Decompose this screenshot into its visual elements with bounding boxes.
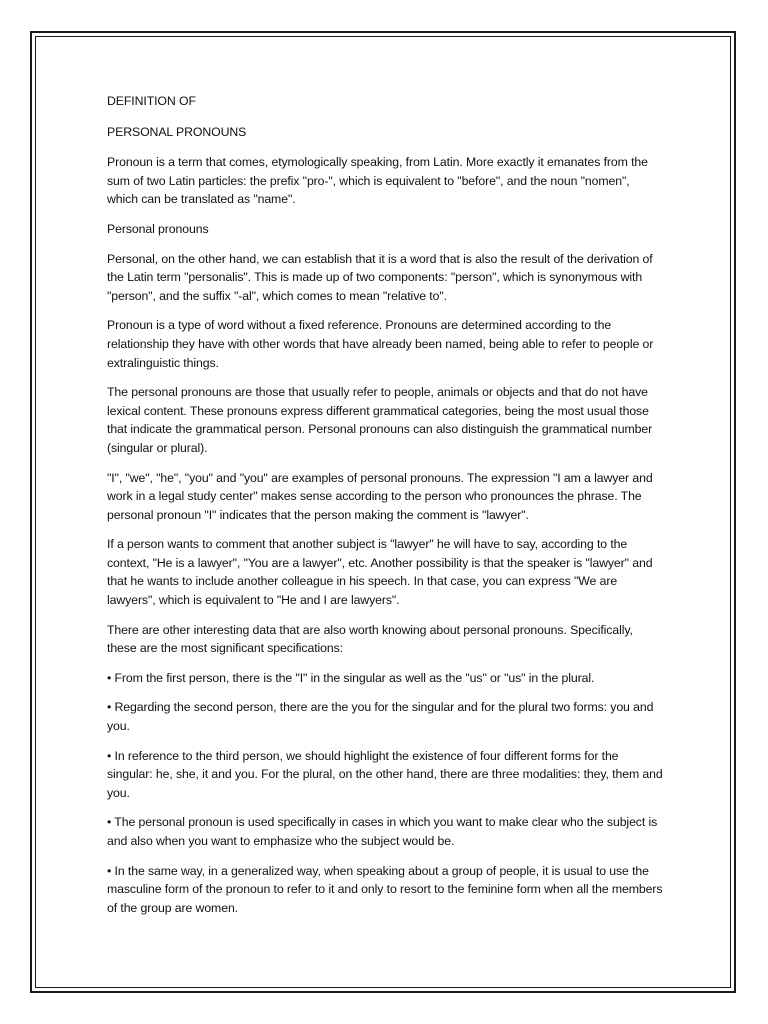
paragraph-fixed-reference: Pronoun is a type of word without a fixed reference. Pronouns are determined according to the relationship they have with other words that have already been named, being able to refer to people or extralinguistic things. <box>107 318 654 370</box>
bullet-generalized-group: • In the same way, in a generalized way, when speaking about a group of people, it is usual to use the masculine form of the pronoun to refer to it and only to resort to the feminine form when all the members of the group are women. <box>107 863 663 915</box>
bullet-third-person: • In reference to the third person, we should highlight the existence of four different forms for the singular: he, she, it and you. For the plural, on the other hand, there are three modalities: they, them and you. <box>107 748 663 800</box>
paragraph-etymology: Pronoun is a term that comes, etymologically speaking, from Latin. More exactly it emanates from the sum of two Latin particles: the prefix "pro-", which is equivalent to "before", and the noun "nomen", which can be translated as "name". <box>107 155 648 207</box>
bullet-first-person: • From the first person, there is the "I" in the singular as well as the "us" or "us" in the plural. <box>107 670 595 685</box>
paragraph-grammatical-categories: The personal pronouns are those that usually refer to people, animals or objects and that do not have lexical content. These pronouns express different grammatical categories, being the most usual those that indicate the grammatical person. Personal pronouns can also distinguish the grammatical number (singular or plural). <box>107 385 653 455</box>
paragraph-lawyer-context: If a person wants to comment that another subject is "lawyer" he will have to say, according to the context, "He is a lawyer", "You are a lawyer", etc. Another possibility is that the speaker is "lawyer" and that he wants to include another colleague in his speech. In that case, you can express "We are lawyers", which is equivalent to "He and I are lawyers". <box>107 537 653 608</box>
document-heading-definition: DEFINITION OF <box>107 94 196 108</box>
paragraph-specifications-intro: There are other interesting data that are also worth knowing about personal pronouns. Specifically, these are the most significant specifications: <box>107 622 633 656</box>
bullet-emphasis: • The personal pronoun is used specifically in cases in which you want to make clear who the subject is and also when you want to emphasize who the subject would be. <box>107 815 658 848</box>
subheading-personal-pronouns: Personal pronouns <box>107 221 209 236</box>
document-heading-personal-pronouns: PERSONAL PRONOUNS <box>107 124 247 139</box>
paragraph-personalis: Personal, on the other hand, we can establish that it is a word that is also the result of the derivation of the Latin term "personalis". This is made up of two components: "person", which is synonymous with "person", and the suffix "-al", which comes to mean "relative to". <box>107 251 653 303</box>
paragraph-examples: "I", "we", "he", "you" and "you" are examples of personal pronouns. The expression "I am a lawyer and work in a legal study center" makes sense according to the person who pronounces the phrase. The personal pronoun "I" indicates that the person making the comment is "lawyer". <box>107 470 653 522</box>
bullet-second-person: • Regarding the second person, there are the you for the singular and for the plural two forms: you and you. <box>107 700 654 734</box>
document-body <box>107 92 663 928</box>
